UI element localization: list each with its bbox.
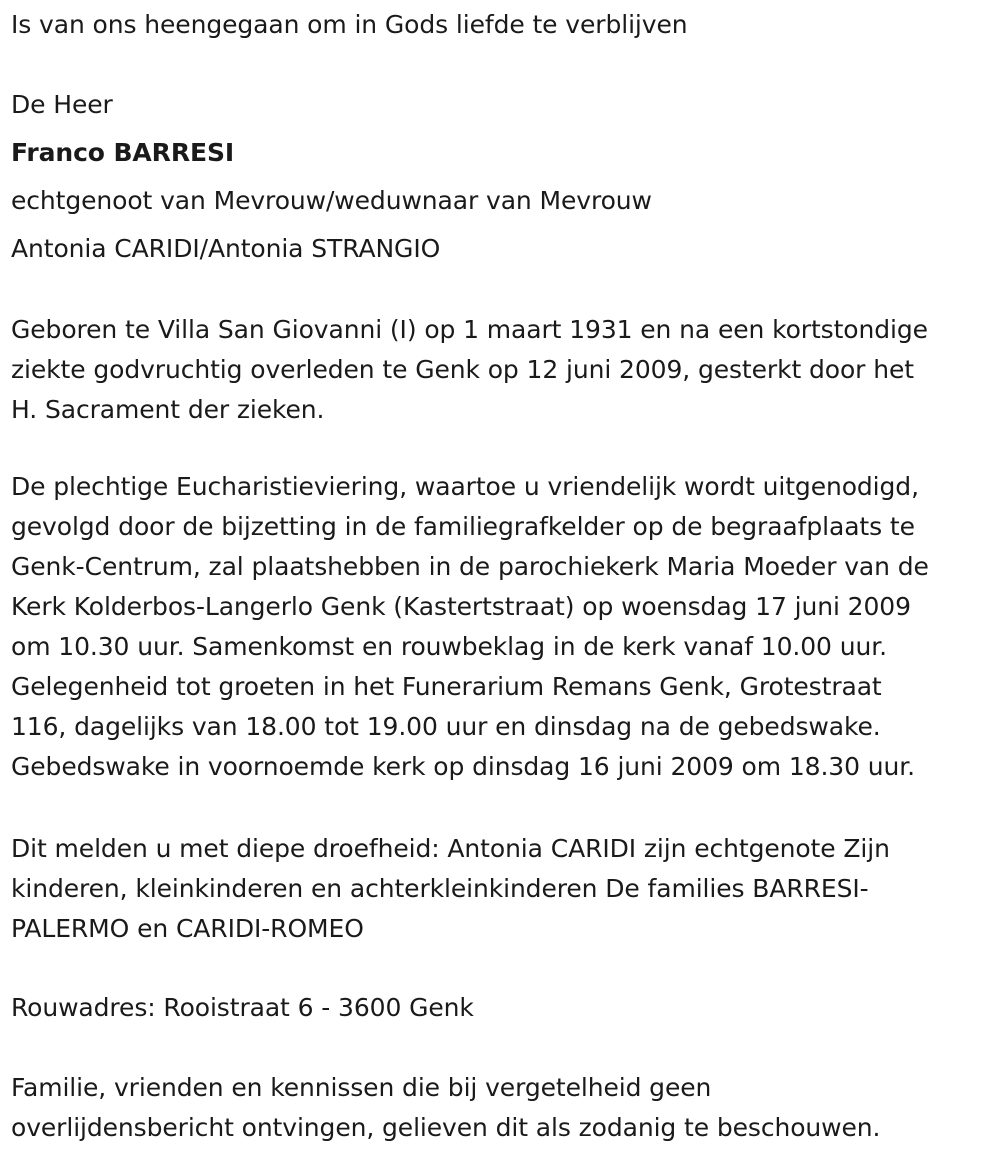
- ceremony-line: gevolgd door de bijzetting in de familiegrafkelder op de begraafplaats te: [11, 512, 915, 541]
- ceremony-line: Gebedswake in voornoemde kerk op dinsdag 16 juni 2009 om 18.30 uur.: [11, 752, 915, 781]
- closing-line: overlijdensbericht ontvingen, gelieven dit als zodanig te beschouwen.: [11, 1113, 881, 1142]
- honorific-title: De Heer: [11, 90, 113, 119]
- ceremony-paragraph: [11, 467, 995, 787]
- intro-text: Is van ons heengegaan om in Gods liefde te verblijven: [11, 10, 688, 39]
- birth-death-line: ziekte godvruchtig overleden te Genk op 12 juni 2009, gesterkt door het: [11, 355, 914, 384]
- family-line: Dit melden u met diepe droefheid: Antonia CARIDI zijn echtgenote Zijn: [11, 834, 890, 863]
- family-line: kinderen, kleinkinderen en achterkleinkinderen De families BARRESI-: [11, 874, 869, 903]
- family-paragraph: [11, 829, 995, 949]
- ceremony-line: Genk-Centrum, zal plaatshebben in de parochiekerk Maria Moeder van de: [11, 552, 929, 581]
- ceremony-line: Gelegenheid tot groeten in het Funerarium Remans Genk, Grotestraat: [11, 672, 882, 701]
- relation-line-1: echtgenoot van Mevrouw/weduwnaar van Mevrouw: [11, 186, 652, 215]
- closing-line: Familie, vrienden en kennissen die bij vergetelheid geen: [11, 1073, 712, 1102]
- birth-death-line: H. Sacrament der zieken.: [11, 395, 325, 424]
- family-line: PALERMO en CARIDI-ROMEO: [11, 914, 364, 943]
- ceremony-line: om 10.30 uur. Samenkomst en rouwbeklag in de kerk vanaf 10.00 uur.: [11, 632, 887, 661]
- relation-line-2: Antonia CARIDI/Antonia STRANGIO: [11, 234, 441, 263]
- ceremony-line: Kerk Kolderbos-Langerlo Genk (Kastertstraat) op woensdag 17 juni 2009: [11, 592, 911, 621]
- birth-death-line: Geboren te Villa San Giovanni (I) op 1 maart 1931 en na een kortstondige: [11, 315, 928, 344]
- birth-death-paragraph: [11, 310, 995, 430]
- deceased-name: Franco BARRESI: [11, 138, 235, 167]
- ceremony-line: De plechtige Eucharistieviering, waartoe u vriendelijk wordt uitgenodigd,: [11, 472, 919, 501]
- mourning-address: Rouwadres: Rooistraat 6 - 3600 Genk: [11, 993, 474, 1022]
- ceremony-line: 116, dagelijks van 18.00 tot 19.00 uur en dinsdag na de gebedswake.: [11, 712, 881, 741]
- closing-paragraph: [11, 1068, 995, 1148]
